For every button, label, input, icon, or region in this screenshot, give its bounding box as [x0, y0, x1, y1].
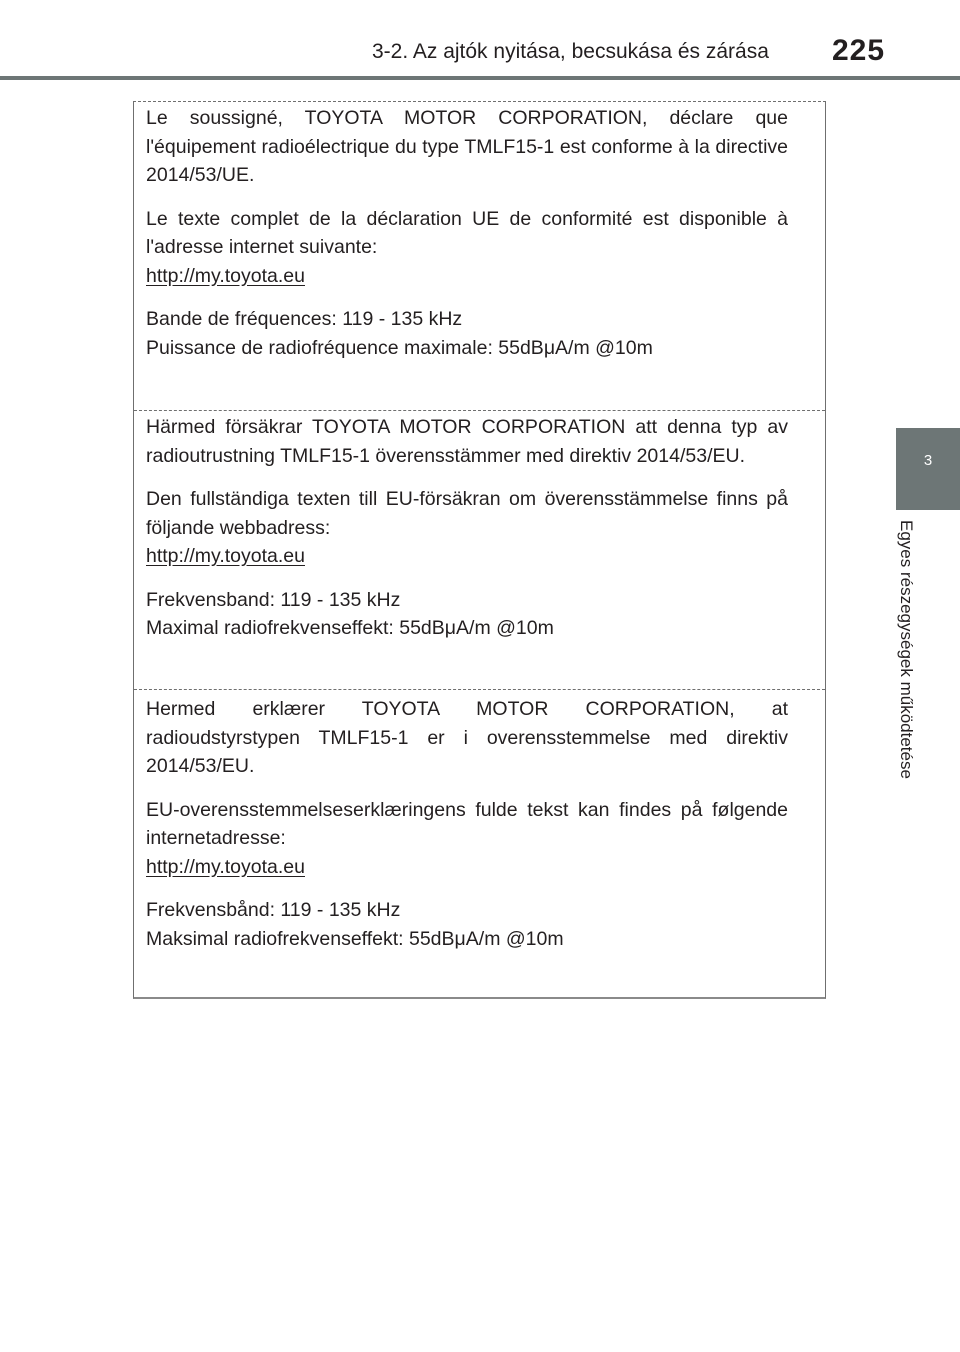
frequency-band: Frekvensband: 119 - 135 kHz: [146, 588, 401, 611]
availability-text: Den fullständiga texten till EU-försäkran om överensstämmelse finns på följande webbadress:: [146, 488, 788, 539]
max-power: Puissance de radiofréquence maximale: 55dBμA/m @10m: [146, 336, 653, 359]
max-power: Maximal radiofrekvenseffekt: 55dBμA/m @10m: [146, 617, 554, 639]
declaration-text: Hermed erklærer TOYOTA MOTOR CORPORATION, at radioudstyrstypen TMLF15-1 er i overensstemmelse med direktiv 2014/53/EU.: [146, 698, 788, 777]
max-power: Maksimal radiofrekvenseffekt: 55dBμA/m @10m: [146, 927, 564, 950]
availability-paragraph: [146, 485, 788, 571]
chapter-number: 3: [923, 452, 933, 469]
website-link[interactable]: http://my.toyota.eu: [146, 545, 305, 567]
availability-paragraph: [146, 796, 788, 882]
website-link[interactable]: http://my.toyota.eu: [146, 855, 305, 878]
section-divider: [134, 410, 825, 411]
declaration-section-da: [146, 695, 788, 953]
running-header-title: 3-2. Az ajtók nyitása, becsukása és zárása: [372, 40, 769, 63]
chapter-tab[interactable]: [896, 428, 960, 510]
header-rule: [0, 76, 960, 80]
availability-text: Le texte complet de la déclaration UE de conformité est disponible à l'adresse internet suivante:: [146, 207, 788, 258]
page-number: 225: [832, 34, 886, 67]
declaration-section-fr: [146, 104, 788, 362]
declaration-text: Le soussigné, TOYOTA MOTOR CORPORATION, déclare que l'équipement radioélectrique du type TMLF15-1 est conforme à la directive 2014/53/UE.: [146, 107, 788, 186]
technical-data: [146, 586, 788, 643]
technical-data: [146, 896, 788, 953]
frequency-band: Bande de fréquences: 119 - 135 kHz: [146, 308, 463, 330]
availability-text: EU-overensstemmelseserklæringens fulde tekst kan findes på følgende internetadresse:: [146, 798, 788, 849]
chapter-label: Egyes részegységek működtetése: [897, 520, 916, 779]
declaration-section-sv: [146, 413, 788, 643]
website-link[interactable]: http://my.toyota.eu: [146, 264, 305, 287]
availability-paragraph: [146, 205, 788, 291]
declaration-text: Härmed försäkrar TOYOTA MOTOR CORPORATION att denna typ av radioutrustning TMLF15-1 överensstämmer med direktiv 2014/53/EU.: [146, 416, 788, 467]
section-divider: [134, 689, 825, 690]
frequency-band: Frekvensbånd: 119 - 135 kHz: [146, 899, 401, 921]
chapter-label-container: [896, 520, 936, 830]
technical-data: [146, 305, 788, 362]
